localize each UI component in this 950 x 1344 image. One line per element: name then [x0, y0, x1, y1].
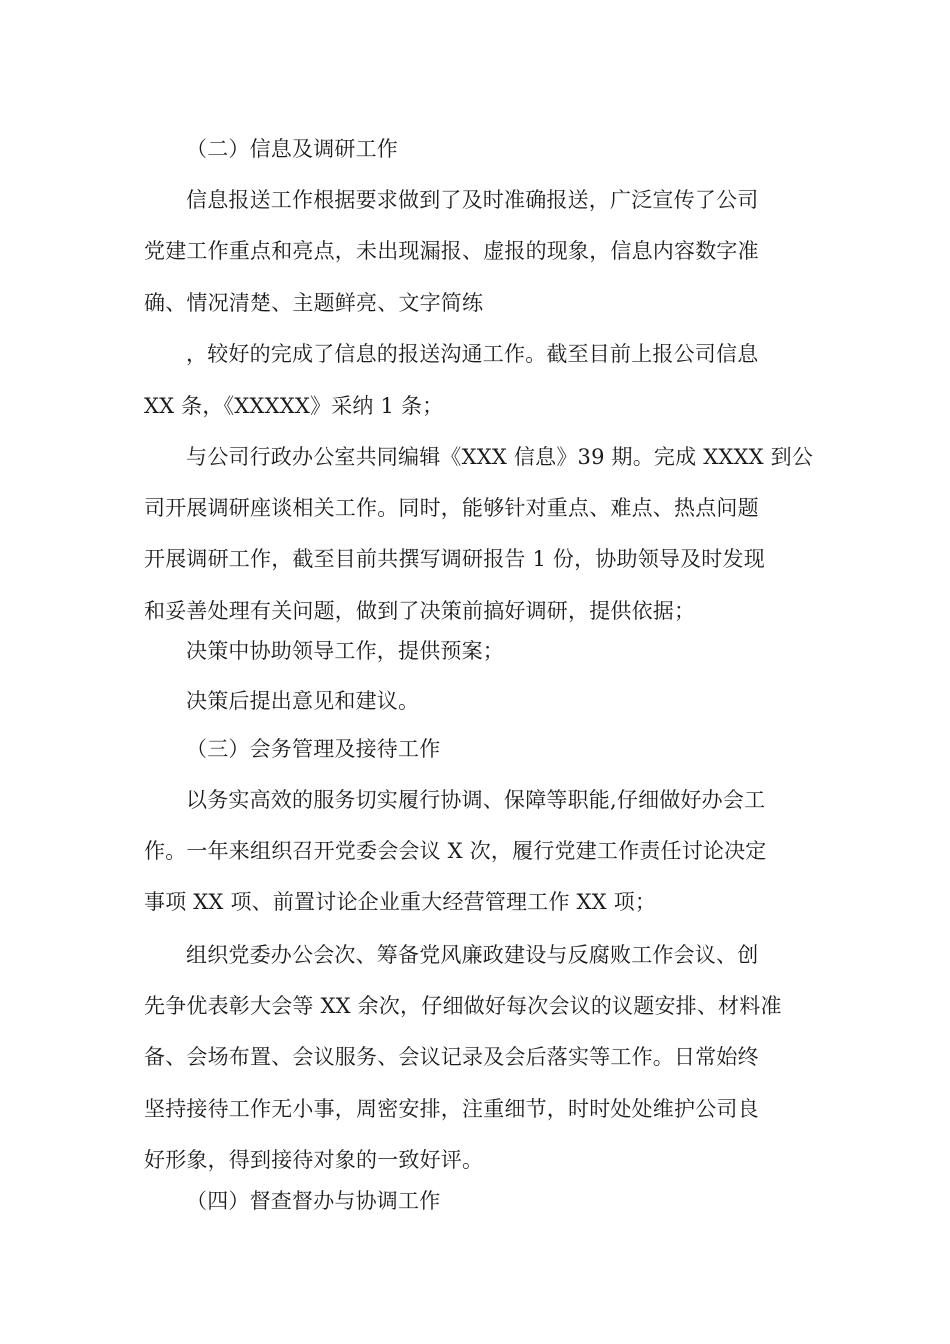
paragraph-line: XX 条，《XXXXX》采纳 1 条； [144, 394, 444, 418]
paragraph-line: 决策中协助领导工作，提供预案； [186, 639, 504, 663]
paragraph-line: 和妥善处理有关问题，做到了决策前搞好调研，提供依据； [144, 599, 696, 623]
paragraph-line: 决策后提出意见和建议。 [186, 689, 420, 713]
section-heading-4: （四）督查督办与协调工作 [186, 1189, 441, 1213]
paragraph-line: 开展调研工作，截至目前共撰写调研报告 1 份，协助领导及时发现 [144, 547, 765, 571]
paragraph-line: 组织党委办公会次、筹备党风廉政建设与反腐败工作会议、创 [186, 943, 759, 967]
paragraph-line: 坚持接待工作无小事，周密安排，注重细节，时时处处维护公司良 [144, 1097, 759, 1121]
section-heading-2: （二）信息及调研工作 [186, 137, 398, 161]
section-heading-3: （三）会务管理及接待工作 [186, 737, 441, 761]
paragraph-line: 以务实高效的服务切实履行协调、保障等职能,仔细做好办会工 [186, 788, 766, 812]
paragraph-line: 作。一年来组织召开党委会会议 X 次，履行党建工作责任讨论决定 [144, 839, 767, 863]
paragraph-line: ，较好的完成了信息的报送沟通工作。截至目前上报公司信息 [186, 342, 759, 366]
paragraph-line: 党建工作重点和亮点，未出现漏报、虚报的现象，信息内容数字准 [144, 239, 759, 263]
paragraph-line: 确、情况清楚、主题鲜亮、文字简练 [144, 291, 484, 315]
paragraph-line: 先争优表彰大会等 XX 余次，仔细做好每次会议的议题安排、材料准 [144, 994, 782, 1018]
paragraph-line: 备、会场布置、会议服务、会议记录及会后落实等工作。日常始终 [144, 1045, 759, 1069]
paragraph-line: 好形象，得到接待对象的一致好评。 [144, 1148, 484, 1172]
paragraph-line: 信息报送工作根据要求做到了及时准确报送，广泛宣传了公司 [186, 188, 759, 212]
paragraph-line: 与公司行政办公室共同编辑《XXX 信息》39 期。完成 XXXX 到公 [186, 445, 814, 469]
paragraph-line: 司开展调研座谈相关工作。同时，能够针对重点、难点、热点问题 [144, 496, 759, 520]
paragraph-line: 事项 XX 项、前置讨论企业重大经营管理工作 XX 项； [144, 890, 657, 914]
